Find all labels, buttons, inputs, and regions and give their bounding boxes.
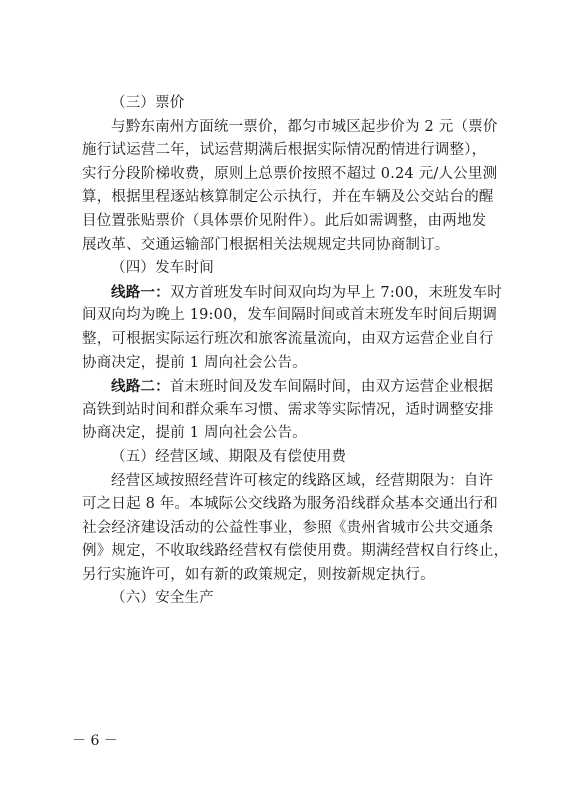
route-1-line: 间双向均为晚上 19:00，发车间隔时间或首末班发车时间后期调 [82,307,498,324]
route-2-line: 协商决定，提前 1 周向社会公告。 [82,425,307,442]
section-3-line: 目位置张贴票价（具体票价见附件）。此后如需调整，由两地发 [82,212,487,229]
section-3-line: 算，根据里程逐站核算制定公示执行，并在车辆及公交站台的醒 [82,189,494,206]
route-1-line: 协商决定，提前 1 周向社会公告。 [82,354,307,371]
section-3-line: 与黔东南州方面统一票价，都匀市城区起步价为 2 元（票价 [111,118,498,135]
section-4-heading: （四）发车时间 [111,260,214,277]
route-2-text: 首末班时间及发车间隔时间，由双方运营企业根据 [169,379,494,396]
page-number: － 6 － [72,733,118,749]
section-5-heading: （五）经营区域、期限及有偿使用费 [111,448,347,465]
section-3-line: 展改革、交通运输部门根据相关法规规定共同协商制订。 [82,236,450,253]
route-2-line: 高铁到站时间和群众乘车习惯、需求等实际情况，适时调整安排 [82,401,494,418]
section-5-line: 可之日起 8 年。本城际公交线路为服务沿线群众基本交通出行和 [82,496,498,513]
route-1-line: 整，可根据实际运行班次和旅客流量流向，由双方运营企业自行 [82,330,494,347]
route-2-label: 线路二： [111,378,170,396]
section-3-line: 施行试运营二年，试运营期满后根据实际情况酌情进行调整）， [82,142,487,159]
route-1-first-line [82,281,502,305]
section-3-heading: （三）票价 [111,95,185,111]
route-1-label: 线路一： [111,283,170,301]
section-5-line: 经营区域按照经营许可核定的线路区域，经营期限为：自许 [111,472,494,489]
section-5-line: 社会经济建设活动的公益性事业，参照《贵州省城市公共交通条 [82,519,494,536]
route-2-first-line [82,375,494,399]
section-6-heading: （六）安全生产 [111,590,214,607]
section-3-line: 实行分段阶梯收费，原则上总票价按照不超过 0.24 元/人公里测 [82,165,498,182]
section-5-line: 另行实施许可，如有新的政策规定，则按新规定执行。 [82,566,435,583]
document-page [82,92,509,611]
section-5-line: 例》规定，不收取线路经营权有偿使用费。期满经营权自行终止， [82,543,509,560]
route-1-text: 双方首班发车时间双向均为早上 7:00，末班发车时 [169,284,502,301]
